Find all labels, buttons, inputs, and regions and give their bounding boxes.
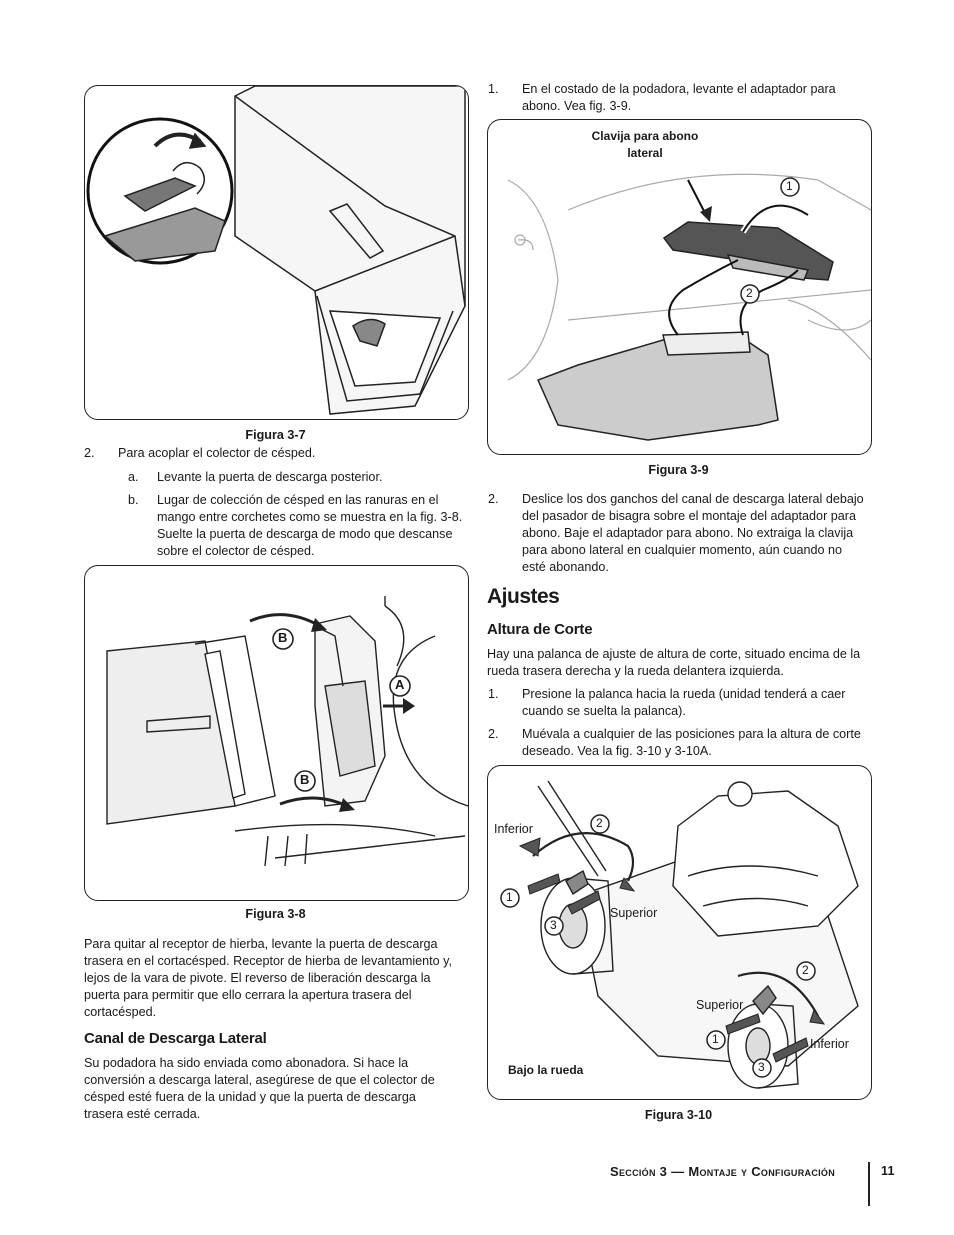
step-2-number: 2.: [84, 446, 95, 460]
footer-page-number: 11: [881, 1164, 895, 1178]
figure-3-10-label-superior-rear: Superior: [610, 906, 658, 920]
footer-section-title: Sección 3 — Montaje y Configuración: [610, 1164, 836, 1179]
side-discharge-heading: Canal de Descarga Lateral: [84, 1030, 267, 1047]
right-step-2-number: 2.: [488, 492, 499, 506]
altura-intro: Hay una palanca de ajuste de altura de corte, situado encima de la rueda trasera derecha y la rueda delantera izquierda.: [487, 647, 861, 678]
step-2-text: Para acoplar el colector de césped.: [118, 446, 316, 460]
figure-3-10-num-2-rear: 2: [596, 816, 603, 830]
figure-3-10-caption: Figura 3-10: [644, 1108, 713, 1122]
right-step-2-text: Deslice los dos ganchos del canal de descarga lateral debajo del pasador de bisagra sobre el montaje del adaptador para abono. Baje el adaptador para abono. No extraiga la clavija para abono lateral en cualquier momento, aún cuando no esté abonando.: [522, 492, 864, 574]
figure-3-10-label-inferior-rear: Inferior: [494, 822, 533, 836]
figure-3-9-caption: Figura 3-9: [648, 463, 709, 477]
figure-3-10: [487, 765, 872, 1100]
figure-3-7-caption: Figura 3-7: [245, 428, 306, 442]
right-step-1-text: En el costado de la podadora, levante el adaptador para abono. Vea fig. 3-9.: [522, 82, 836, 113]
figure-3-7-illustration: [85, 86, 468, 419]
ajustes-heading: Ajustes: [487, 585, 560, 608]
figure-3-10-num-3-front: 3: [758, 1060, 765, 1074]
altura-heading: Altura de Corte: [487, 621, 593, 638]
remove-bag-paragraph: Para quitar al receptor de hierba, levante la puerta de descarga trasera en el cortacésped. Receptor de hierba de levantamiento y, lejos de la vara de pivote. El reverso de liberación descarga la puerta para permitir que ello cerrara la apertura trasera del cortacésped.: [84, 937, 452, 1019]
side-discharge-paragraph: Su podadora ha sido enviada como abonadora. Si hace la conversión a descarga lateral, asegúrese de que el colector de césped esté fuera de la unidad y que la puerta de descarga trasera esté cerrada.: [84, 1056, 435, 1121]
altura-step-1-number: 1.: [488, 687, 499, 701]
figure-3-10-label-inferior-front: Inferior: [810, 1037, 849, 1051]
figure-3-8-label-a: A: [395, 677, 405, 692]
step-2b-text: Lugar de colección de césped en las ranuras en el mango entre corchetes como se muestra en la fig. 3-8. Suelte la puerta de descarga de modo que descanse sobre el colector de césped.: [157, 493, 463, 558]
figure-3-7: [84, 85, 469, 420]
figure-3-8-label-b-bottom: B: [300, 772, 310, 787]
figure-3-10-num-3-rear: 3: [550, 918, 557, 932]
figure-3-10-label-superior-front: Superior: [696, 998, 744, 1012]
right-step-1-number: 1.: [488, 82, 499, 96]
figure-3-8-label-b-top: B: [278, 630, 288, 645]
footer-divider: [868, 1162, 870, 1206]
altura-step-1-text: Presione la palanca hacia la rueda (unidad tenderá a caer cuando se suelta la palanca).: [522, 687, 846, 718]
figure-3-9: [487, 119, 872, 455]
figure-3-9-illustration: [488, 120, 871, 454]
altura-step-2-number: 2.: [488, 727, 499, 741]
figure-3-10-num-2-front: 2: [802, 963, 809, 977]
figure-3-8: [84, 565, 469, 901]
altura-step-2-text: Muévala a cualquier de las posiciones para la altura de corte deseado. Vea la fig. 3-10 y 3-10A.: [522, 727, 861, 758]
figure-3-8-caption: Figura 3-8: [245, 907, 306, 921]
figure-3-9-label-pin: Clavija para abono lateral: [591, 129, 699, 160]
figure-3-10-label-bajo-rueda: Bajo la rueda: [508, 1063, 584, 1077]
figure-3-8-illustration: [85, 566, 468, 900]
figure-3-10-num-1-front: 1: [712, 1032, 719, 1046]
figure-3-9-label-1: 1: [786, 179, 793, 193]
figure-3-10-num-1-rear: 1: [506, 890, 513, 904]
figure-3-9-label-2: 2: [746, 286, 753, 300]
step-2b-number: b.: [128, 493, 139, 507]
step-2a-number: a.: [128, 470, 139, 484]
step-2a-text: Levante la puerta de descarga posterior.: [157, 470, 383, 484]
